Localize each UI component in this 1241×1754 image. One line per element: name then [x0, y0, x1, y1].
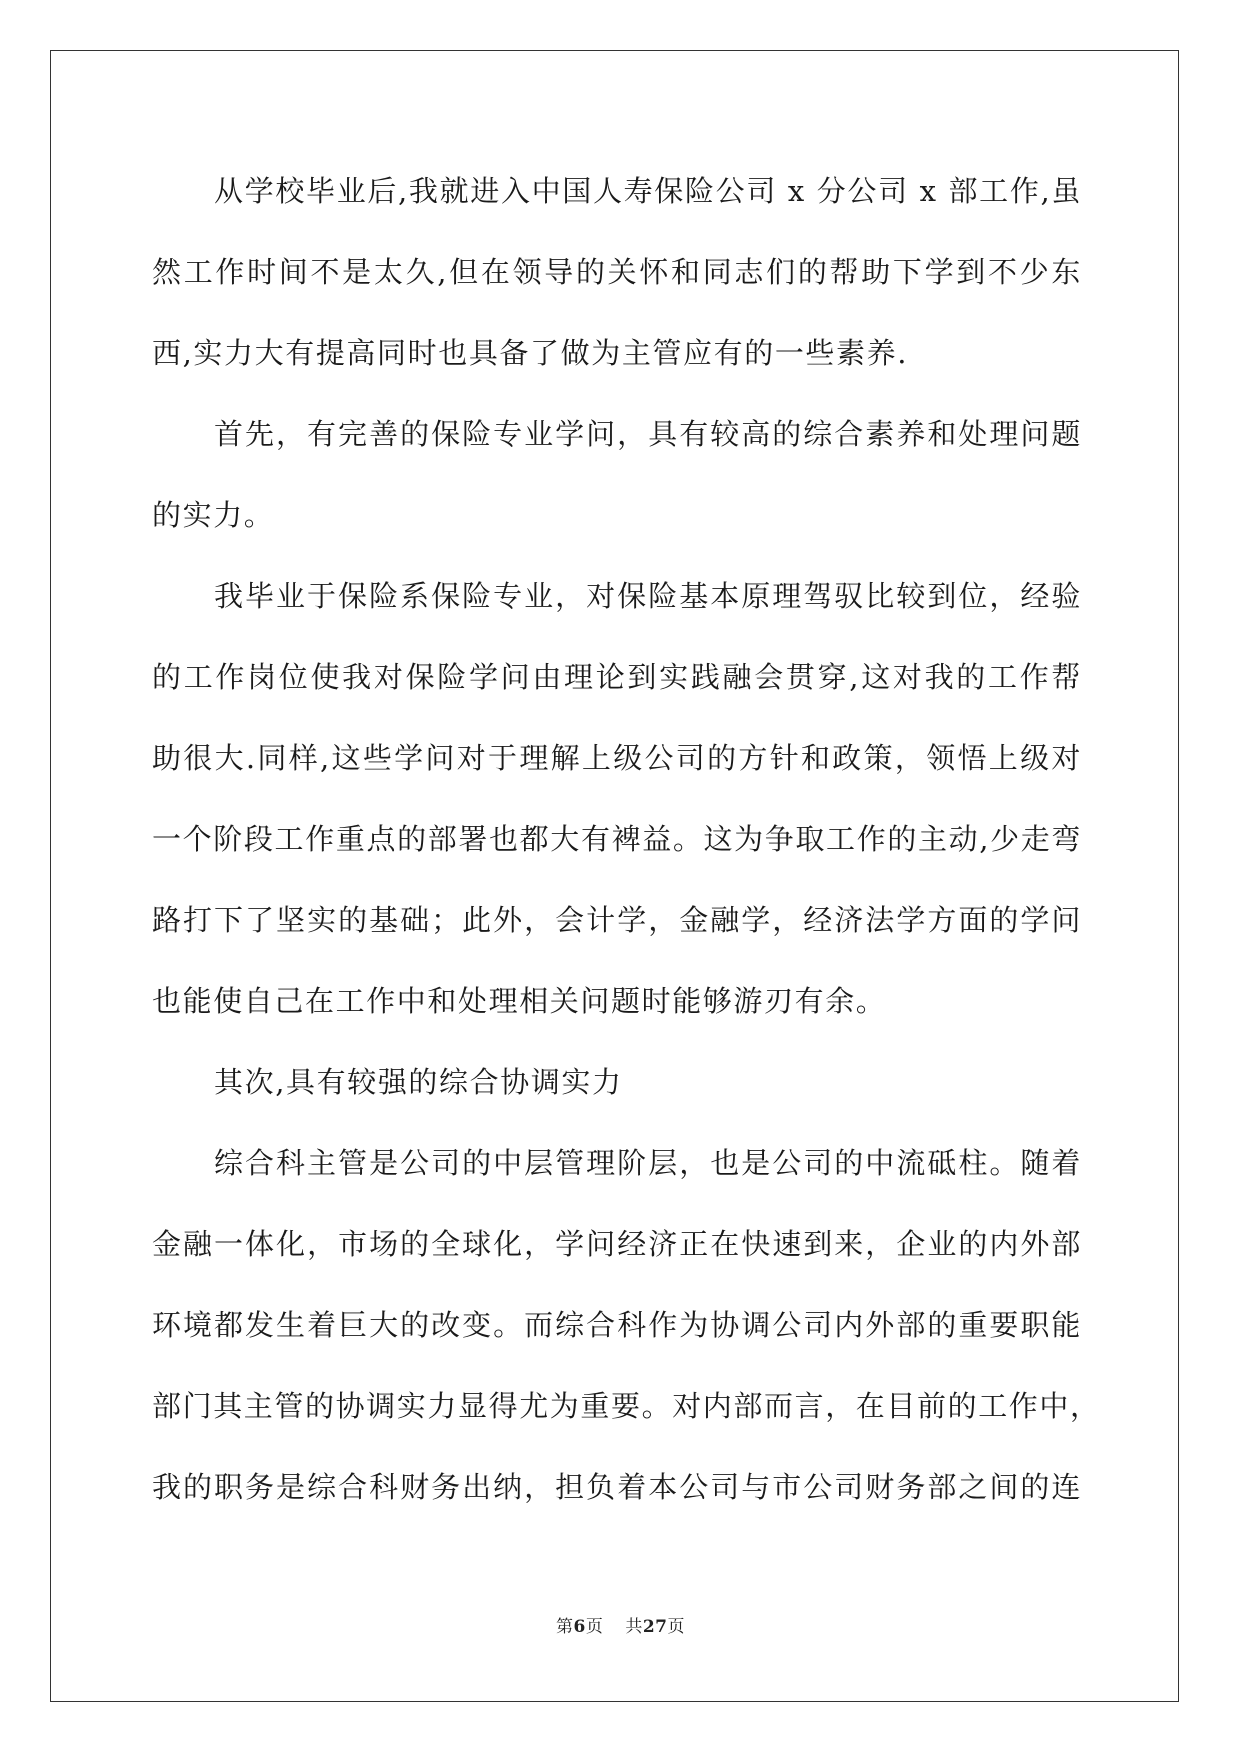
- total-suffix: 页: [667, 1617, 685, 1637]
- paragraph-line: 环境都发生着巨大的改变。而综合科作为协调公司内外部的重要职能: [152, 1308, 1082, 1342]
- paragraph-line: 综合科主管是公司的中层管理阶层，也是公司的中流砥柱。随着: [214, 1146, 1082, 1180]
- total-pages: 27: [642, 1617, 668, 1637]
- page-suffix: 页: [585, 1617, 604, 1637]
- paragraph-line: 然工作时间不是太久,但在领导的关怀和同志们的帮助下学到不少东: [152, 255, 1082, 289]
- page-number: 6: [573, 1617, 586, 1637]
- total-prefix: 共: [625, 1617, 643, 1637]
- paragraph-line: 金融一体化，市场的全球化，学问经济正在快速到来，企业的内外部: [152, 1227, 1082, 1261]
- paragraph-line: 助很大.同样,这些学问对于理解上级公司的方针和政策，领悟上级对: [152, 741, 1082, 775]
- page-footer: [0, 1612, 1241, 1637]
- paragraph-line: 的实力。: [152, 498, 275, 532]
- paragraph-line: 路打下了坚实的基础；此外，会计学，金融学，经济法学方面的学问: [152, 903, 1082, 937]
- paragraph-line: 西,实力大有提高同时也具备了做为主管应有的一些素养.: [152, 336, 909, 370]
- paragraph-line: 一个阶段工作重点的部署也都大有裨益。这为争取工作的主动,少走弯: [152, 822, 1082, 856]
- page-prefix: 第: [555, 1617, 574, 1637]
- paragraph-line: 部门其主管的协调实力显得尤为重要。对内部而言，在目前的工作中，: [152, 1389, 1101, 1423]
- section-heading-line: 其次,具有较强的综合协调实力: [214, 1065, 623, 1099]
- paragraph-line: 的工作岗位使我对保险学问由理论到实践融会贯穿,这对我的工作帮: [152, 660, 1082, 694]
- paragraph-line: 也能使自己在工作中和处理相关问题时能够游刃有余。: [152, 984, 887, 1018]
- paragraph-line: 从学校毕业后,我就进入中国人寿保险公司 x 分公司 x 部工作,虽: [214, 174, 1082, 208]
- paragraph-line: 我毕业于保险系保险专业，对保险基本原理驾驭比较到位，经验: [214, 579, 1082, 613]
- paragraph-line: 首先，有完善的保险专业学问，具有较高的综合素养和处理问题: [214, 417, 1082, 451]
- document-body: [152, 164, 1101, 1541]
- paragraph-line: 我的职务是综合科财务出纳，担负着本公司与市公司财务部之间的连: [152, 1470, 1082, 1504]
